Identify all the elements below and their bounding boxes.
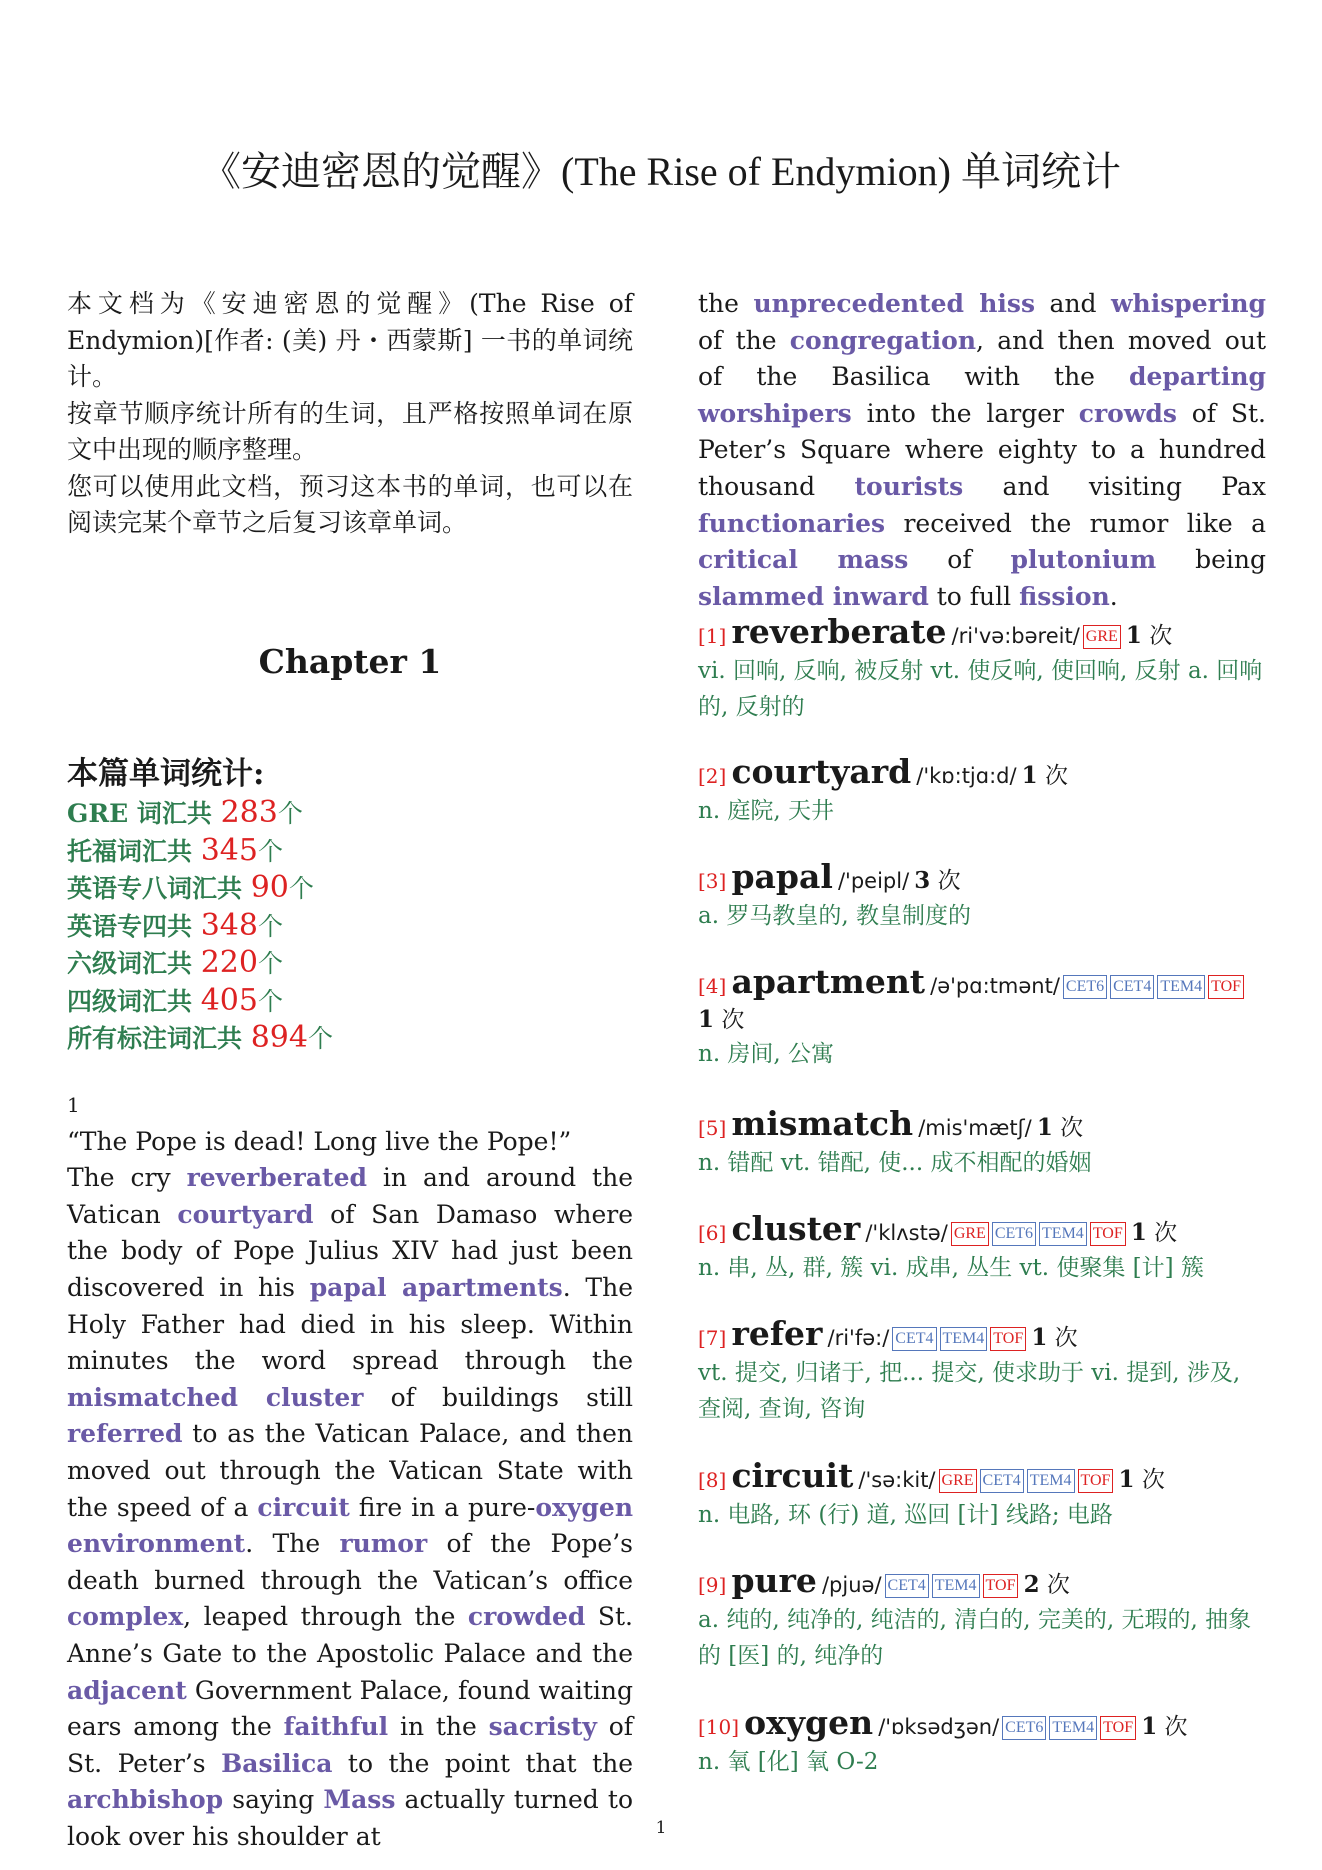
tag-badge: TEM4 bbox=[940, 1327, 988, 1351]
entry-index: [3] bbox=[698, 869, 727, 893]
tag-badge: TEM4 bbox=[932, 1574, 980, 1598]
entry-definition: a. 纯的, 纯净的, 纯洁的, 清白的, 完美的, 无瑕的, 抽象的 [医] 的, 纯净的 bbox=[698, 1607, 1252, 1669]
entry-phonetic: /ri'və:bəreit/ bbox=[951, 624, 1080, 648]
tag-badge: CET6 bbox=[1002, 1716, 1046, 1740]
entry-count: 1 次 bbox=[1130, 1219, 1178, 1246]
entry-word: papal bbox=[731, 857, 833, 896]
entry-index: [7] bbox=[698, 1326, 727, 1350]
intro-line-1: 本文档为《安迪密恩的觉醒》(The Rise of Endymion)[作者: (美) 丹・西蒙斯] 一书的单词统计。 bbox=[67, 289, 633, 391]
entry-count: 2 次 bbox=[1023, 1571, 1070, 1598]
entry-phonetic: /'peipl/ bbox=[837, 869, 910, 893]
stat-tem4: 英语专四共 348个 bbox=[67, 907, 283, 943]
passage-right bbox=[698, 286, 1266, 615]
entry-word: pure bbox=[731, 1561, 817, 1600]
stat-tem8: 英语专八词汇共 90个 bbox=[67, 870, 314, 905]
entry-word: oxygen bbox=[744, 1703, 874, 1742]
intro-line-2: 按章节顺序统计所有的生词，且严格按照单词在原文中出现的顺序整理。 bbox=[67, 398, 633, 464]
entry-index: [10] bbox=[698, 1715, 740, 1739]
tag-badge: TOF bbox=[990, 1327, 1026, 1351]
entry-word: refer bbox=[731, 1314, 823, 1353]
entry-phonetic: /'sə:kit/ bbox=[858, 1468, 936, 1492]
chapter-heading: Chapter 1 bbox=[258, 642, 442, 681]
entry-index: [2] bbox=[698, 764, 727, 788]
stat-gre: GRE 词汇共 283个 bbox=[67, 795, 303, 830]
entry-definition: vi. 回响, 反响, 被反射 vt. 使反响, 使回响, 反射 a. 回响的, 反射的 bbox=[698, 658, 1263, 720]
entry-word: courtyard bbox=[731, 752, 912, 791]
tag-badge: GRE bbox=[951, 1222, 989, 1246]
entry-definition: n. 串, 丛, 群, 簇 vi. 成串, 丛生 vt. 使聚集 [计] 簇 bbox=[698, 1255, 1204, 1281]
passage-left bbox=[67, 1087, 633, 1855]
page-number: 1 bbox=[655, 1818, 667, 1838]
tag-badge: CET4 bbox=[892, 1327, 936, 1351]
vocab-entry bbox=[698, 857, 1266, 934]
tag-badge: TOF bbox=[1208, 975, 1244, 999]
entry-index: [9] bbox=[698, 1573, 727, 1597]
stat-toefl: 托福词汇共 345个 bbox=[67, 832, 283, 868]
vocab-entry bbox=[698, 1314, 1266, 1427]
vocab-entry bbox=[698, 1561, 1266, 1674]
entry-index: [4] bbox=[698, 974, 727, 998]
tag-badge: GRE bbox=[1083, 625, 1121, 649]
tag-badge: CET4 bbox=[980, 1469, 1024, 1493]
entry-word: reverberate bbox=[731, 612, 947, 651]
tag-badge: TEM4 bbox=[1157, 975, 1205, 999]
entry-count: 1 次 bbox=[698, 1006, 745, 1033]
tag-badge: TEM4 bbox=[1027, 1469, 1075, 1493]
passage-text-continued: the unprecedented hiss and whispering of the congregation, and then moved out of the Basilica with the departing worshipers into the larger crowds of St. Peter’s Square where eighty to a hundred thousand tourists and visiting Pax functionaries received the rumor like a critical mass of plutonium being slammed inward to full fission. bbox=[698, 289, 1267, 611]
tag-badge: TEM4 bbox=[1039, 1222, 1087, 1246]
vocab-entry bbox=[698, 1209, 1266, 1286]
entry-index: [8] bbox=[698, 1468, 727, 1492]
passage-quote: “The Pope is dead! Long live the Pope!” bbox=[67, 1126, 572, 1156]
tag-badge: TEM4 bbox=[1049, 1716, 1097, 1740]
entry-word: apartment bbox=[731, 962, 926, 1001]
entry-index: [6] bbox=[698, 1221, 727, 1245]
entry-phonetic: /pjuə/ bbox=[821, 1573, 882, 1597]
stat-cet6: 六级词汇共 220个 bbox=[67, 945, 283, 980]
entry-phonetic: /'ɒksədʒən/ bbox=[878, 1715, 1000, 1739]
vocab-entry bbox=[698, 752, 1266, 829]
entry-count: 1 次 bbox=[1021, 762, 1068, 789]
entry-count: 3 次 bbox=[914, 867, 961, 894]
vocab-entry bbox=[698, 1456, 1266, 1533]
entry-definition: n. 房间, 公寓 bbox=[698, 1041, 835, 1067]
entry-definition: n. 错配 vt. 错配, 使... 成不相配的婚姻 bbox=[698, 1150, 1092, 1176]
entry-count: 1 次 bbox=[1031, 1324, 1078, 1351]
passage-text: The cry reverberated in and around the Vatican courtyard of San Damaso where the body of Pope Julius XIV had just been discovered in his papal apartments. The Holy Father had died in his sleep. Within minutes the word spread through the mismatched cluster of buildings still referred to as the Vatican Palace, and then moved out through the Vatican State with the speed of a circuit fire in a pure-oxygen environment. The rumor of the Pope’s death burned through the Vatican’s office complex, leaped through the crowded St. Anne’s Gate to the Apostolic Palace and the adjacent Government Palace, found waiting ears among the faithful in the sacristy of St. Peter’s Basilica to the point that the archbishop saying Mass actually turned to look over his shoulder at bbox=[67, 1163, 634, 1851]
tag-badge: CET6 bbox=[1063, 975, 1107, 999]
entry-count: 1 次 bbox=[1118, 1466, 1165, 1493]
entry-count: 1 次 bbox=[1141, 1713, 1188, 1740]
entry-phonetic: /'kɒ:tjɑ:d/ bbox=[916, 764, 1017, 788]
entry-definition: n. 庭院, 天井 bbox=[698, 798, 835, 824]
entry-index: [1] bbox=[698, 624, 727, 648]
tag-badge: CET4 bbox=[1110, 975, 1154, 999]
document-title: 《安迪密恩的觉醒》(The Rise of Endymion) 单词统计 bbox=[201, 149, 1121, 194]
tag-badge: TOF bbox=[1078, 1469, 1114, 1493]
vocab-entry bbox=[698, 1104, 1266, 1181]
vocab-entry bbox=[698, 1703, 1266, 1780]
entry-word: circuit bbox=[731, 1456, 854, 1495]
vocab-entry bbox=[698, 612, 1266, 725]
passage-number: 1 bbox=[67, 1093, 80, 1117]
intro-block bbox=[67, 286, 633, 542]
entry-phonetic: /ri'fə:/ bbox=[827, 1326, 890, 1350]
entry-definition: n. 电路, 环 (行) 道, 巡回 [计] 线路; 电路 bbox=[698, 1502, 1113, 1528]
entry-definition: n. 氧 [化] 氧 O-2 bbox=[698, 1749, 879, 1775]
stat-total: 所有标注词汇共 894个 bbox=[67, 1020, 333, 1055]
entry-phonetic: /mis'mætʃ/ bbox=[918, 1116, 1032, 1140]
entry-count: 1 次 bbox=[1125, 622, 1173, 649]
vocab-entry bbox=[698, 962, 1266, 1072]
entry-word: mismatch bbox=[731, 1104, 914, 1143]
tag-badge: GRE bbox=[939, 1469, 977, 1493]
tag-badge: TOF bbox=[983, 1574, 1019, 1598]
entry-definition: a. 罗马教皇的, 教皇制度的 bbox=[698, 903, 971, 929]
tag-badge: CET4 bbox=[885, 1574, 929, 1598]
entry-phonetic: /ə'pɑ:tmənt/ bbox=[930, 974, 1060, 998]
intro-line-3: 您可以使用此文档，预习这本书的单词，也可以在阅读完某个章节之后复习该章单词。 bbox=[67, 471, 633, 537]
tag-badge: TOF bbox=[1100, 1716, 1136, 1740]
entry-phonetic: /'klʌstə/ bbox=[865, 1221, 948, 1245]
stat-cet4: 四级词汇共 405个 bbox=[67, 982, 283, 1018]
tag-badge: TOF bbox=[1090, 1222, 1126, 1246]
entry-index: [5] bbox=[698, 1116, 727, 1140]
stats-title: 本篇单词统计: bbox=[67, 756, 265, 792]
entry-count: 1 次 bbox=[1036, 1114, 1084, 1141]
entry-definition: vt. 提交, 归诸于, 把... 提交, 使求助于 vi. 提到, 涉及, 查阅, 查询, 咨询 bbox=[698, 1360, 1241, 1422]
entry-word: cluster bbox=[731, 1209, 861, 1248]
stats-block bbox=[67, 748, 633, 1058]
tag-badge: CET6 bbox=[992, 1222, 1036, 1246]
